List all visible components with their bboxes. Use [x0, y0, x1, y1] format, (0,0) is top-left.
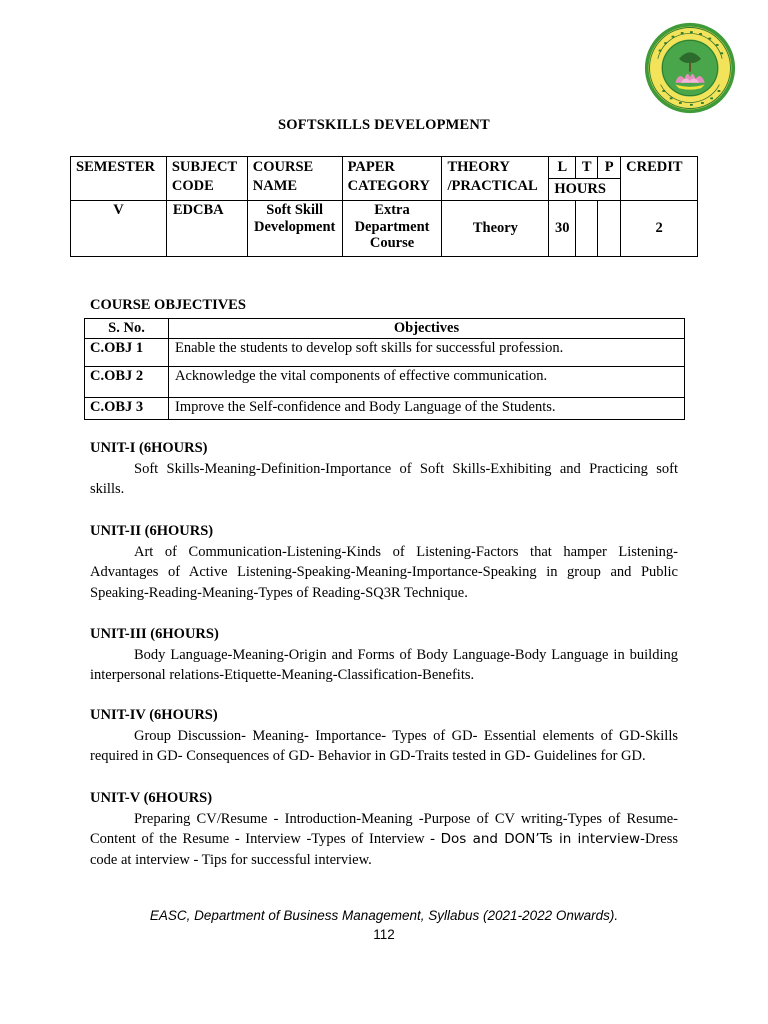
p-hours-value: [598, 201, 621, 257]
course-objectives-heading: COURSE OBJECTIVES: [90, 297, 246, 313]
objectives-header-row: [85, 319, 685, 339]
unit-heading: UNIT-V (6HOURS): [90, 790, 213, 806]
hours-header: HOURS: [549, 179, 621, 201]
objective-text: Acknowledge the vital components of effective communication.: [169, 367, 685, 398]
course-name-value: Soft Skill Development: [247, 201, 342, 257]
unit-content: Group Discussion- Meaning- Importance- Types of GD- Essential elements of GD-Skills required in GD- Consequences of GD- Behavior in GD-Traits tested in GD- Guidelines for GD.: [90, 727, 678, 764]
sno-header: S. No.: [85, 319, 169, 339]
course-details-table: [70, 156, 698, 257]
course-objectives-table: [84, 318, 685, 420]
credit-header: CREDIT: [621, 157, 698, 201]
objective-sno: C.OBJ 3: [85, 398, 169, 420]
unit-heading: UNIT-III (6HOURS): [90, 626, 219, 642]
t-hours-value: [576, 201, 598, 257]
unit-content: Soft Skills-Meaning-Definition-Importance of Soft Skills-Exhibiting and Practicing soft skills.: [90, 460, 678, 497]
unit-5: [90, 788, 678, 870]
unit-4: [90, 705, 678, 767]
objective-row: [85, 367, 685, 398]
objectives-header: Objectives: [169, 319, 685, 339]
objective-row: [85, 339, 685, 367]
page-number: 112: [373, 927, 395, 942]
theory-practical-value: Theory: [442, 201, 549, 257]
l-hours-value: 30: [549, 201, 576, 257]
objective-text: Improve the Self-confidence and Body Language of the Students.: [169, 398, 685, 420]
unit-content: Preparing CV/Resume - Introduction-Meaning -Purpose of CV writing-Types of Resume-Content of the Resume - Interview -Types of Interview - Dos and DON’Ts in interview-Dress code at interview - Tips for successful interview.: [90, 810, 678, 868]
header-row-1: [71, 157, 698, 179]
page-footer: EASC, Department of Business Management, Syllabus (2021-2022 Onwards).: [149, 908, 619, 923]
course-name-header: COURSE NAME: [247, 157, 342, 201]
unit-heading: UNIT-I (6HOURS): [90, 440, 208, 456]
course-row: [71, 201, 698, 257]
course-title: SOFTSKILLS DEVELOPMENT: [278, 117, 490, 133]
unit-3: [90, 624, 678, 686]
theory-practical-header: THEORY /PRACTICAL: [442, 157, 549, 201]
semester-header: SEMESTER: [71, 157, 167, 201]
credit-value: 2: [621, 201, 698, 257]
objective-sno: C.OBJ 1: [85, 339, 169, 367]
subject-code-header: SUBJECT CODE: [166, 157, 247, 201]
objective-sno: C.OBJ 2: [85, 367, 169, 398]
unit-content: Art of Communication-Listening-Kinds of Listening-Factors that hamper Listening-Advantages of Active Listening-Speaking-Meaning-Importance-Speaking in group and Public Speaking-Reading-Meaning-Types of Reading-SQ3R Technique.: [90, 543, 678, 601]
subject-code-value: EDCBA: [166, 201, 247, 257]
l-header: L: [549, 157, 576, 179]
objective-row: [85, 398, 685, 420]
semester-value: V: [71, 201, 167, 257]
unit-content: Body Language-Meaning-Origin and Forms of Body Language-Body Language in building interpersonal relations-Etiquette-Meaning-Classification-Benefits.: [90, 646, 678, 683]
paper-category-value: Extra Department Course: [342, 201, 442, 257]
institution-seal-icon: [644, 22, 736, 114]
unit-heading: UNIT-II (6HOURS): [90, 523, 214, 539]
unit-1: [90, 438, 678, 500]
paper-category-header: PAPER CATEGORY: [342, 157, 442, 201]
t-header: T: [576, 157, 598, 179]
objective-text: Enable the students to develop soft skills for successful profession.: [169, 339, 685, 367]
unit-heading: UNIT-IV (6HOURS): [90, 707, 218, 723]
p-header: P: [598, 157, 621, 179]
unit-2: [90, 521, 678, 603]
